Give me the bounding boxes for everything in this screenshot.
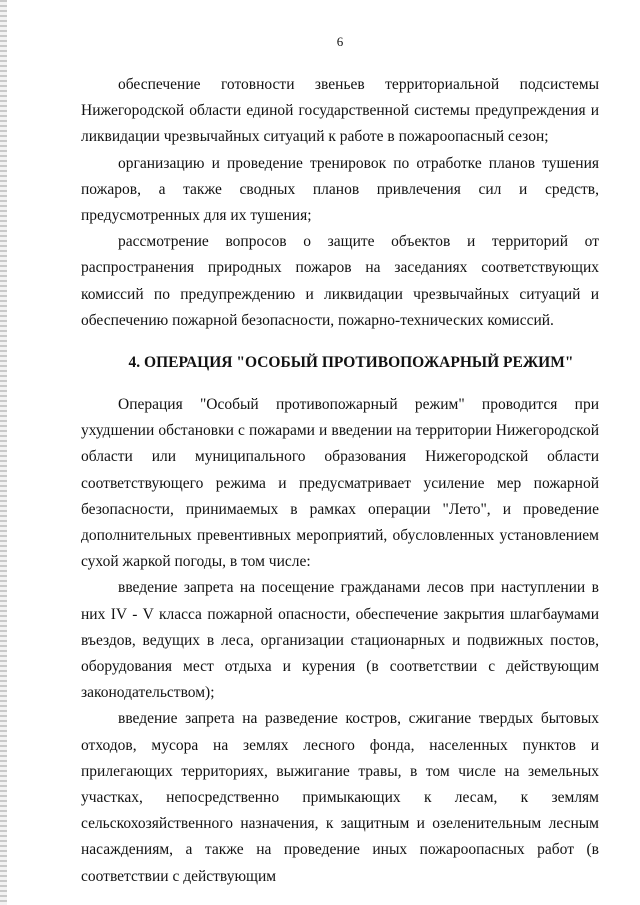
page-number: 6 (336, 34, 344, 49)
paragraph-training: организацию и проведение тренировок по отработке планов тушения пожаров, а также сводных планов привлечения сил и средств, предусмотренных для их тушения; (81, 154, 599, 225)
paragraph-commissions: рассмотрение вопросов о защите объектов и территорий от распространения природных пожаров на заседаниях соответствующих комиссий по предупреждению и ликвидации чрезвычайных ситуаций и обеспечению пожарной безопасности, пожарно-технических комиссий. (81, 233, 599, 329)
paragraph-forest-ban: введение запрета на посещение гражданами лесов при наступлении в них IV - V класса пожарной опасности, обеспечение закрытия шлагбаумами въездов, ведущих в леса, организации стационарных и подвижных постов, оборудования мест отдыха и курения (в соответствии с действующим законодательством); (81, 579, 599, 702)
document-body (81, 72, 599, 890)
paragraph-readiness: обеспечение готовности звеньев территориальной подсистемы Нижегородской области единой государственной системы предупреждения и ликвидации чрезвычайных ситуаций к работе в пожароопасный сезон; (81, 76, 599, 146)
section-heading: 4. ОПЕРАЦИЯ "ОСОБЫЙ ПРОТИВОПОЖАРНЫЙ РЕЖИМ" (128, 354, 574, 372)
paragraph-operation-intro: Операция "Особый противопожарный режим" проводится при ухудшении обстановки с пожарами и введении на территории Нижегородской области или муниципального образования Нижегородской области соответствующего режима и предусматривает усиление мер пожарной безопасности, принимаемых в рамках операции "Лето", и проведение дополнительных превентивных мероприятий, обусловленных установлением сухой жаркой погоды, в том числе: (81, 396, 599, 571)
paragraph-fire-ban: введение запрета на разведение костров, сжигание твердых бытовых отходов, мусора на землях лесного фонда, населенных пунктов и прилегающих территориях, выжигание травы, в том числе на земельных участках, непосредственно примыкающих к лесам, к землям сельскохозяйственного назначения, к защитным и озеленительным лесным насаждениям, а также на проведение иных пожароопасных работ (в соответствии с действующим (81, 710, 599, 885)
scan-edge-strip (0, 0, 7, 905)
